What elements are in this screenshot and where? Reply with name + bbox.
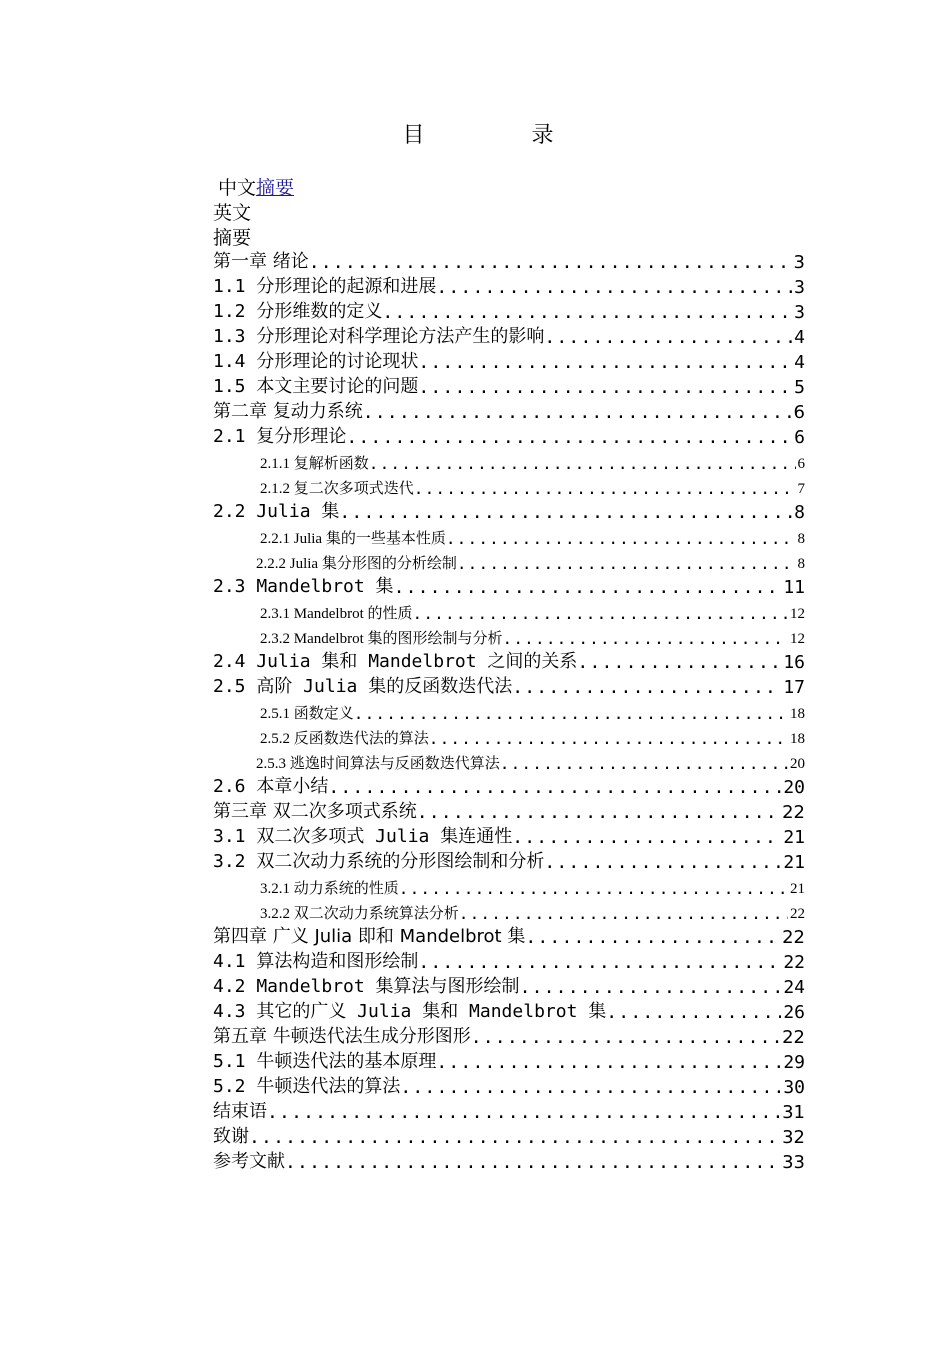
toc-entry-title: 2.1 复分形理论 <box>213 426 347 447</box>
toc-entry-title: 第一章 绪论 <box>213 251 309 272</box>
toc-entry-page: 29 <box>783 1052 805 1073</box>
toc-leader-dots <box>520 977 782 998</box>
toc-entry-page: 20 <box>790 756 805 772</box>
toc-entry-title: 2.4 Julia 集和 Mandelbrot 之间的关系 <box>213 651 578 672</box>
toc-leader-dots <box>436 277 792 298</box>
toc-entry-title: 2.2.2 Julia 集分形图的分析绘制 <box>256 556 457 572</box>
toc-entry-title: 2.2.1 Julia 集的一些基本性质 <box>260 531 446 547</box>
toc-leader-dots <box>363 402 792 423</box>
toc-entry-title: 1.4 分形理论的讨论现状 <box>213 351 419 372</box>
toc-entry-page: 21 <box>783 852 805 873</box>
toc-entry-title: 1.2 分形维数的定义 <box>213 301 383 322</box>
toc-entry-page: 3 <box>794 302 805 323</box>
toc-leader-dots <box>346 427 792 448</box>
toc-entry-page: 8 <box>794 502 805 523</box>
toc-entry-title: 第五章 牛顿迭代法生成分形图形 <box>213 1026 471 1047</box>
toc-entry[interactable] <box>213 348 805 373</box>
toc-leader-dots <box>436 1052 781 1073</box>
toc-entry-title: 致谢 <box>213 1126 249 1147</box>
toc-entry-title: 5.2 牛顿迭代法的算法 <box>213 1076 401 1097</box>
toc-entry[interactable] <box>213 923 805 948</box>
toc-leader-dots <box>399 879 788 898</box>
toc-entry[interactable] <box>213 1098 805 1123</box>
toc-entry[interactable] <box>260 698 805 723</box>
toc-entry[interactable] <box>213 298 805 323</box>
toc-leader-dots <box>412 604 788 623</box>
toc-entry-page: 33 <box>782 1152 805 1173</box>
toc-leader-dots <box>400 1077 781 1098</box>
front-english-line1: 英文 <box>213 202 252 224</box>
toc-entry-page: 26 <box>783 1002 805 1023</box>
toc-entry-title: 2.5.1 函数定义 <box>260 706 354 722</box>
toc-entry-title: 第四章 广义 Julia 即和 Mandelbrot 集 <box>213 926 526 947</box>
abstract-link[interactable]: 摘要 <box>256 177 295 199</box>
toc-entry[interactable] <box>260 523 805 548</box>
toc-entry-title: 1.3 分形理论对科学理论方法产生的影响 <box>213 326 545 347</box>
toc-entry[interactable] <box>260 898 805 923</box>
toc-leader-dots <box>382 302 792 323</box>
toc-leader-dots <box>512 827 781 848</box>
toc-entry-title: 4.3 其它的广义 Julia 集和 Mandelbrot 集 <box>213 1001 607 1022</box>
toc-leader-dots <box>369 454 796 473</box>
toc-entry[interactable] <box>213 373 805 398</box>
toc-entry-title: 3.1 双二次多项式 Julia 集连通性 <box>213 826 513 847</box>
toc-entry-page: 8 <box>797 556 805 572</box>
toc-entry-page: 22 <box>782 802 805 823</box>
toc-entry-page: 22 <box>782 1027 805 1048</box>
toc-entry[interactable] <box>213 998 805 1023</box>
toc-entry[interactable] <box>213 323 805 348</box>
toc-entry-page: 5 <box>794 377 805 398</box>
toc-entry-title: 2.5.3 逃逸时间算法与反函数迭代算法 <box>256 756 500 772</box>
toc-entry-title: 4.2 Mandelbrot 集算法与图形绘制 <box>213 976 520 997</box>
toc-entry-page: 21 <box>783 827 805 848</box>
toc-entry-page: 17 <box>783 677 805 698</box>
toc-leader-dots <box>417 802 780 823</box>
toc-entry-title: 2.1.2 复二次多项式迭代 <box>260 481 414 497</box>
toc-entry[interactable] <box>213 773 805 798</box>
toc-entry-title: 结束语 <box>213 1101 267 1122</box>
toc-entry-title: 第三章 双二次多项式系统 <box>213 801 417 822</box>
toc-entry[interactable] <box>213 948 805 973</box>
toc-entry-title: 3.2.1 动力系统的性质 <box>260 881 399 897</box>
toc-entry[interactable] <box>260 623 805 648</box>
toc-entry-page: 20 <box>783 777 805 798</box>
toc-entry[interactable] <box>213 423 805 448</box>
toc-leader-dots <box>459 904 788 923</box>
toc-leader-dots <box>544 327 792 348</box>
front-zhaiyao <box>218 173 294 200</box>
toc-entry-page: 31 <box>782 1102 805 1123</box>
toc-leader-dots <box>471 1027 780 1048</box>
toc-leader-dots <box>267 1102 780 1123</box>
toc-leader-dots <box>418 952 781 973</box>
toc-entry-page: 7 <box>797 481 805 497</box>
toc-entry-title: 第二章 复动力系统 <box>213 401 363 422</box>
toc-entry-page: 22 <box>783 952 805 973</box>
toc-entry-title: 2.3.2 Mandelbrot 集的图形绘制与分析 <box>260 631 503 647</box>
toc-entry-page: 16 <box>783 652 805 673</box>
toc-entry[interactable] <box>213 648 805 673</box>
toc-leader-dots <box>249 1127 780 1148</box>
toc-leader-dots <box>429 729 788 748</box>
toc-entry-title: 2.6 本章小结 <box>213 776 329 797</box>
toc-leader-dots <box>544 852 781 873</box>
toc-entry[interactable] <box>256 548 805 573</box>
toc-entry-title: 2.5.2 反函数迭代法的算法 <box>260 731 429 747</box>
toc-leader-dots <box>414 479 796 498</box>
toc-entry-page: 6 <box>794 427 805 448</box>
front-english-line2: 摘要 <box>213 227 252 249</box>
toc-entry-page: 6 <box>793 402 805 423</box>
toc-entry-page: 24 <box>783 977 805 998</box>
toc-entry-title: 4.1 算法构造和图形绘制 <box>213 951 419 972</box>
toc-entry[interactable] <box>213 1148 805 1173</box>
toc-entry-page: 30 <box>783 1077 805 1098</box>
front-zhaiyao-prefix: 中文 <box>218 177 257 199</box>
toc-leader-dots <box>500 754 788 773</box>
toc-entry-page: 4 <box>794 327 805 348</box>
toc-entry[interactable] <box>260 473 805 498</box>
toc-entry-title: 2.3.1 Mandelbrot 的性质 <box>260 606 413 622</box>
toc-entry-title: 5.1 牛顿迭代法的基本原理 <box>213 1051 437 1072</box>
toc-entry[interactable] <box>213 573 805 598</box>
toc-leader-dots <box>285 1152 780 1173</box>
toc-entry-page: 18 <box>790 731 805 747</box>
toc-entry[interactable] <box>213 1123 805 1148</box>
toc-entry-page: 22 <box>782 927 805 948</box>
toc-entry-title: 2.5 高阶 Julia 集的反函数迭代法 <box>213 676 513 697</box>
toc-entry-page: 4 <box>794 352 805 373</box>
toc-leader-dots <box>525 927 780 948</box>
toc-entry[interactable] <box>260 598 805 623</box>
toc-leader-dots <box>354 704 788 723</box>
toc-entry-title: 1.1 分形理论的起源和进展 <box>213 276 437 297</box>
toc-entry-page: 21 <box>790 881 805 897</box>
toc-leader-dots <box>512 677 781 698</box>
toc-entry[interactable] <box>213 1048 805 1073</box>
toc-leader-dots <box>577 652 781 673</box>
toc-entry[interactable] <box>213 498 805 523</box>
toc-entry-page: 8 <box>797 531 805 547</box>
toc-entry[interactable] <box>213 398 805 423</box>
toc-leader-dots <box>418 377 792 398</box>
toc-entry[interactable] <box>213 823 805 848</box>
toc-entry[interactable] <box>213 248 805 273</box>
toc-entry-page: 18 <box>790 706 805 722</box>
toc-entry-title: 1.5 本文主要讨论的问题 <box>213 376 419 397</box>
toc-entry[interactable] <box>213 973 805 998</box>
toc-entry-page: 12 <box>790 606 805 622</box>
toc-entry-page: 6 <box>797 456 805 472</box>
toc-entry[interactable] <box>213 848 805 873</box>
toc-entry[interactable] <box>256 748 805 773</box>
toc-entry-page: 32 <box>782 1127 805 1148</box>
page-title: 目 录 <box>402 123 604 148</box>
toc-entry[interactable] <box>260 448 805 473</box>
toc-entry[interactable] <box>213 798 805 823</box>
toc-entry-title: 3.2.2 双二次动力系统算法分析 <box>260 906 459 922</box>
toc-entry-title: 2.1.1 复解析函数 <box>260 456 369 472</box>
toc-leader-dots <box>418 352 792 373</box>
toc-entry-page: 12 <box>790 631 805 647</box>
toc-entry-page: 3 <box>794 277 805 298</box>
toc-entry[interactable] <box>213 273 805 298</box>
toc-entry[interactable] <box>213 1073 805 1098</box>
toc-entry[interactable] <box>260 723 805 748</box>
toc-entry[interactable] <box>260 873 805 898</box>
toc-leader-dots <box>446 529 796 548</box>
toc-leader-dots <box>394 577 782 598</box>
toc-entry-title: 2.3 Mandelbrot 集 <box>213 576 394 597</box>
toc-entry-page: 3 <box>793 252 805 273</box>
toc-entry-title: 参考文献 <box>213 1151 285 1172</box>
toc-leader-dots <box>606 1002 781 1023</box>
toc-entry-title: 3.2 双二次动力系统的分形图绘制和分析 <box>213 851 545 872</box>
toc-leader-dots <box>502 629 788 648</box>
toc-leader-dots <box>457 554 796 573</box>
toc-entry[interactable] <box>213 673 805 698</box>
toc-entry-page: 22 <box>790 906 805 922</box>
toc-entry-title: 2.2 Julia 集 <box>213 501 340 522</box>
toc-entry[interactable] <box>213 1023 805 1048</box>
toc-leader-dots <box>339 502 792 523</box>
toc-leader-dots <box>328 777 781 798</box>
toc-leader-dots <box>309 252 792 273</box>
toc-entry-page: 11 <box>783 577 805 598</box>
